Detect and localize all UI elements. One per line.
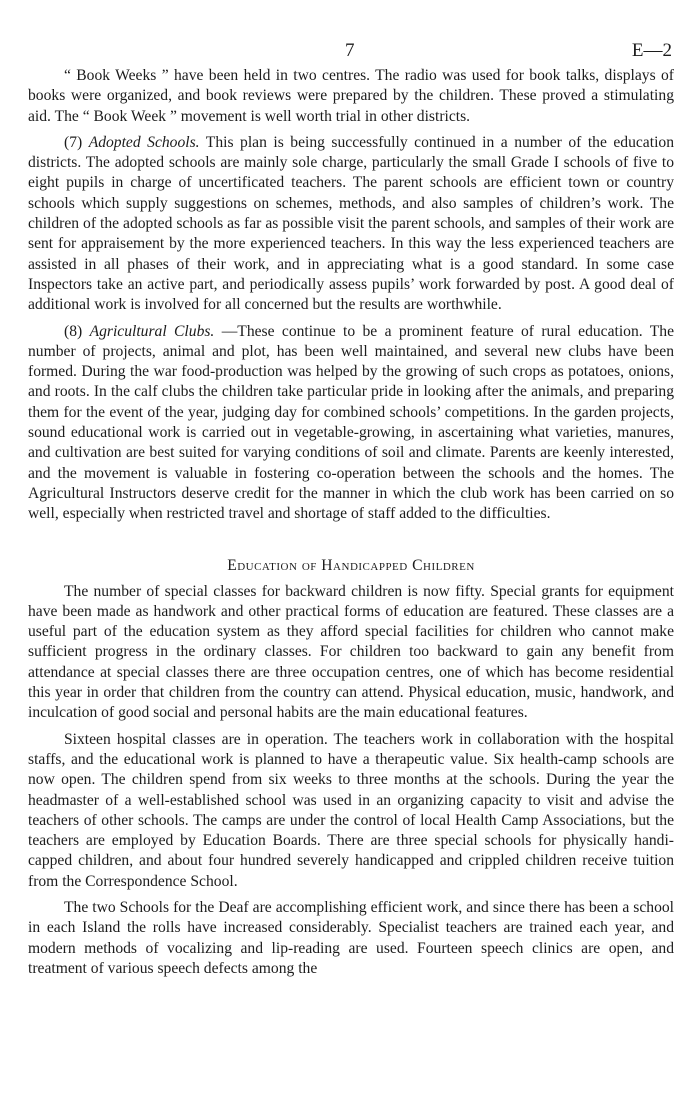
book-weeks-paragraph: “ Book Weeks ” have been held in two centres. The radio was used for book talks, displays of books were organized, and book reviews were prepared by the children. These proved a stimulating aid. The “ Book Week ” movement is well worth trial in other districts. — [28, 67, 674, 125]
page-number: 7 — [345, 40, 355, 61]
hospital-classes-paragraph: Sixteen hospital classes are in operation. The teachers work in collaboration with the hospital staffs, and the educational work is planned to have a therapeutic value. Six health-camp schools are now open. The children spend from six weeks to three months at the schools. During the year the headmaster of a well-established school was used in an organizing capacity to visit and advise the teachers of other schools. The camps are under the control of local Health Camp Associations, but the teachers are employed by Education Boards. There are three special schools for physically handicapped children, and about four hundred severely handicapped and crippled children receive tuition from the Correspondence School. — [28, 730, 674, 890]
item-number: (7) — [64, 133, 89, 151]
item-title: Adopted Schools. — [88, 133, 200, 151]
page-header — [28, 40, 674, 66]
document-reference: E—2 — [631, 40, 672, 61]
agricultural-clubs-paragraph — [28, 322, 674, 525]
section-spacer — [28, 525, 674, 554]
item-body: —These continue to be a prominent feature of rural education. The number of projects, animal and plot, has been well maintained, and several new clubs have been formed. During the war food-production was helped by the growing of such crops as potatoes, onions, and roots. In the calf clubs the children take particular pride in looking after the animals, and preparing them for the event of the year, judging day for combined schools’ competitions. In the garden projects, sound educational work is carried out in vegetable-growing, in ascertaining what varieties, manures, and cultivation are best suited for varying conditions of soil and climate. Parents are keenly interested, and the movement is valuable in fostering co-operation between the schools and the homes. The Agricultural Instructors deserve credit for the manner in which the club work has been carried on so well, especially when restricted travel and shortage of staff added to the difficulties. — [28, 322, 675, 523]
special-classes-paragraph: The number of special classes for backward children is now fifty. Special grants for equipment have been made as handwork and other practical forms of education are featured. These classes are a useful part of the education system as they afford special facilities for children who cannot make sufficient progress in the ordinary classes. For children too backward to gain any benefit from attendance at special classes there are three occupation centres, one of which has become residential this year in order that children from the country can attend. Physical education, music, handwork, and inculcation of good social and personal habits are the main educational features. — [28, 582, 674, 722]
item-number: (8) — [64, 322, 90, 340]
item-title: Agricultural Clubs. — [89, 322, 215, 340]
section-heading: Education of Handicapped Children — [227, 556, 475, 574]
item-body: This plan is being successfully continued in a number of the education districts. The adopted schools are mainly sole charge, particularly the small Grade I schools of five to eight pupils in charge of uncertificated teachers. The parent schools are efficient town or country schools which supply suggestions on schemes, methods, and also samples of children’s work. The children of the adopted schools as far as possible visit the parent schools, and samples of their work are sent for appraisement by the more experienced teachers. In this way the less experienced teachers are assisted in all phases of their work, and in appreciating what is a good standard. In some case Inspectors take an active part, and periodically assess pupils’ work forwarded by post. A good deal of additional work is involved for all concerned but the results are worthwhile. — [28, 133, 674, 314]
deaf-schools-paragraph: The two Schools for the Deaf are accomplishing efficient work, and since there has been a school in each Island the rolls have increased considerably. Specialist teachers are trained each year, and modern methods of vocalizing and lip-reading are used. Fourteen speech clinics are open, and treatment of various speech defects among the — [28, 898, 674, 977]
adopted-schools-paragraph — [28, 133, 674, 316]
